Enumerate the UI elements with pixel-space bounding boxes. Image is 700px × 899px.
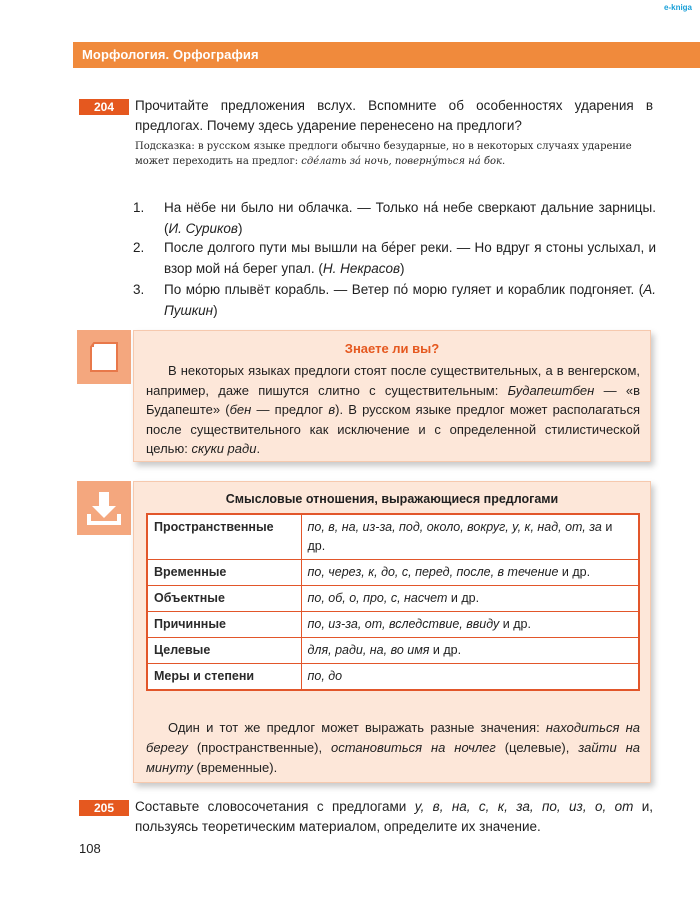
page-number: 108 bbox=[79, 841, 101, 856]
table-row bbox=[147, 612, 639, 638]
exercise-number-204: 204 bbox=[79, 99, 129, 115]
exercise-205-task: Составьте словосочетания с предлогами у, в, на, с, к, за, по, из, о, от и, пользуясь теоретическим материалом, определите их значение. bbox=[135, 799, 653, 834]
relations-note: Один и тот же предлог может выражать разные значения: находиться на берегу (пространственные), остановиться на ночлег (целевые), зайти на минуту (временные). bbox=[146, 720, 640, 775]
sentence-author: И. Суриков bbox=[168, 221, 238, 236]
relation-type: Объектные bbox=[147, 586, 301, 612]
relation-type: Пространственные bbox=[147, 514, 301, 560]
note-page-icon bbox=[77, 330, 131, 384]
did-you-know-title: Знаете ли вы? bbox=[344, 341, 440, 356]
exercise-204-task: Прочитайте предложения вслух. Вспомните об особенностях ударения в предлогах. Почему здесь ударение перенесено на предлоги? bbox=[135, 98, 653, 133]
hint-label: Подсказка: bbox=[135, 141, 195, 152]
hint-text: в русском языке предлоги обычно безударные, но в некоторых случаях ударение может переходить на предлог: bbox=[135, 141, 632, 167]
exercise-number-205: 205 bbox=[79, 800, 129, 816]
relation-type: Меры и степени bbox=[147, 664, 301, 691]
relation-type: Временные bbox=[147, 560, 301, 586]
table-row bbox=[147, 514, 639, 560]
sentence-text: По мо́рю плывёт корабль. — Ветер по́ морю гуляет и кораблик подгоняет. (А. Пушкин) bbox=[164, 282, 656, 318]
hint-examples: сде́лать за́ ночь, поверну́ться на́ бок. bbox=[301, 156, 506, 167]
relation-prepositions: по, из-за, от, вследствие, ввиду и др. bbox=[301, 612, 639, 638]
table-row bbox=[147, 664, 639, 691]
publisher-logo: e-kniga bbox=[664, 3, 693, 12]
sentence-text: После долгого пути мы вышли на бе́рег реки. — Но вдруг я стоны услыхал, и взор мой на́ берег упал. (Н. Некрасов) bbox=[164, 240, 656, 276]
sentence-author: Н. Некрасов bbox=[322, 261, 401, 276]
sentence-number: 2. bbox=[133, 240, 145, 255]
table-row bbox=[147, 560, 639, 586]
sentence-author: А. Пушкин bbox=[164, 282, 656, 318]
table-row bbox=[147, 638, 639, 664]
relations-table-title: Смысловые отношения, выражающиеся предлогами bbox=[225, 492, 559, 506]
relation-prepositions: по, до bbox=[301, 664, 639, 691]
sentence-number: 1. bbox=[133, 200, 145, 215]
relation-prepositions: по, об, о, про, с, насчет и др. bbox=[301, 586, 639, 612]
relation-prepositions: для, ради, на, во имя и др. bbox=[301, 638, 639, 664]
arrow-down-icon bbox=[77, 481, 131, 535]
download-icon bbox=[77, 481, 131, 535]
relation-prepositions: по, через, к, до, с, перед, после, в течение и др. bbox=[301, 560, 639, 586]
relation-prepositions: по, в, на, из-за, под, около, вокруг, у, к, над, от, за и др. bbox=[301, 514, 639, 560]
relation-type: Целевые bbox=[147, 638, 301, 664]
sentence-text: На нёбе ни было ни облачка. — Только на́ небе сверкают дальние зарницы. (И. Суриков) bbox=[164, 200, 656, 236]
did-you-know-text: В некоторых языках предлоги стоят после существительных, а в венгерском, например, даже пишутся слитно с существительным: Будапештбен — «в Будапеште» (бен — предлог в). В русском языке предлог может располагаться после существительного как исключение и с определенной стилистической целью: скуки ради. bbox=[146, 363, 640, 456]
table-row bbox=[147, 586, 639, 612]
info-note-icon bbox=[77, 330, 131, 384]
prepositions-relations-table bbox=[146, 513, 640, 691]
sentence-number: 3. bbox=[133, 282, 145, 297]
relation-type: Причинные bbox=[147, 612, 301, 638]
section-title: Морфология. Орфография bbox=[82, 47, 259, 62]
exercise-hint bbox=[135, 139, 655, 169]
